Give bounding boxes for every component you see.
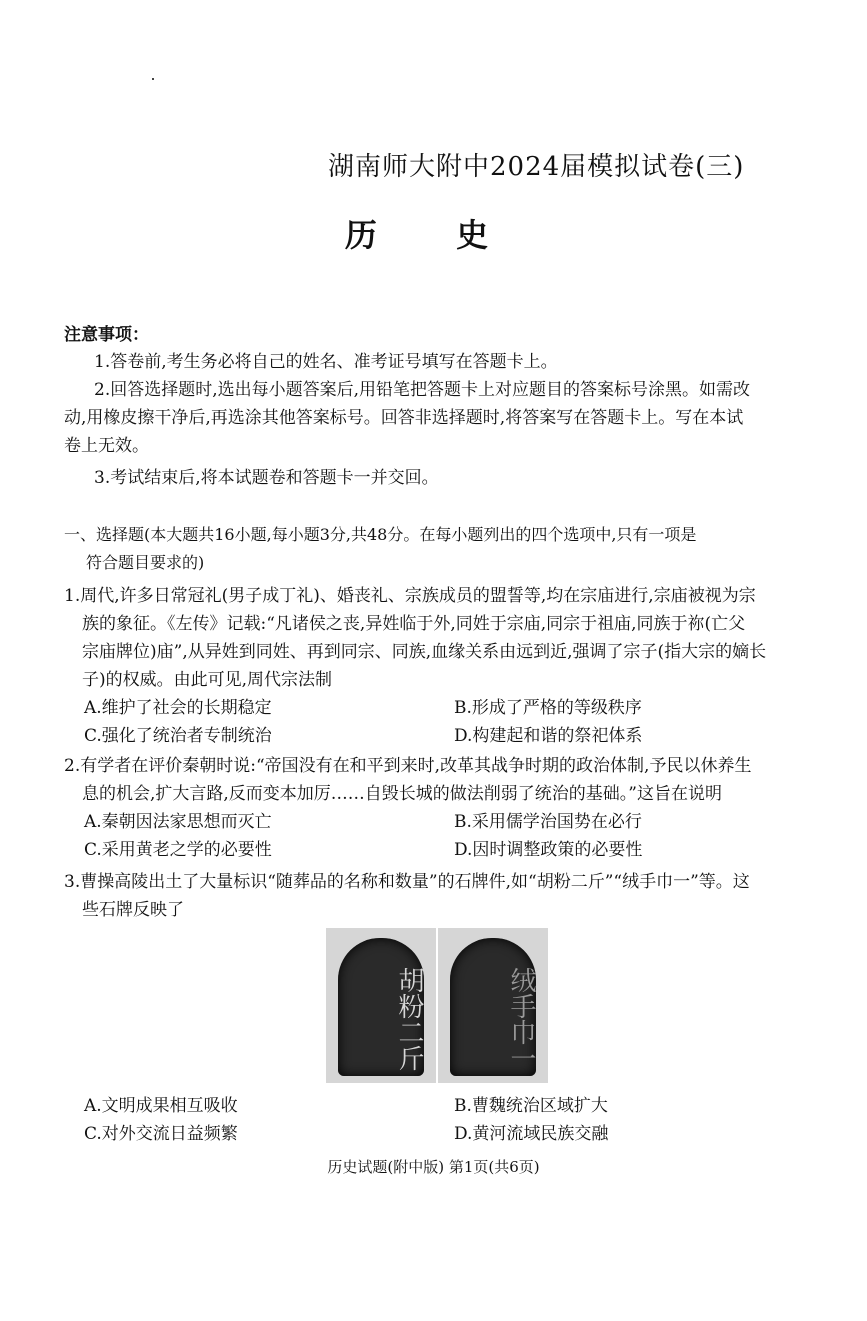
page-footer: 历史试题(附中版) 第1页(共6页) bbox=[327, 1158, 540, 1176]
question-1-option-d: D.构建起和谐的祭祀体系 bbox=[454, 726, 643, 746]
notice-item-2-line3: 卷上无效。 bbox=[64, 436, 149, 456]
subject-title: 历 史 bbox=[344, 216, 523, 254]
notice-item-3: 3.考试结束后,将本试题卷和答题卡一并交回。 bbox=[94, 468, 439, 488]
question-2-line2: 息的机会,扩大言路,反而变本加厉……自毁长城的做法削弱了统治的基础。”这旨在说明 bbox=[82, 784, 722, 804]
stone-tablet-right bbox=[450, 938, 536, 1076]
question-1-line1: 1.周代,许多日常冠礼(男子成丁礼)、婚丧礼、宗族成员的盟誓等,均在宗庙进行,宗庙被视为宗 bbox=[64, 586, 756, 606]
question-1-line4: 子)的权威。由此可见,周代宗法制 bbox=[82, 670, 333, 690]
stone-tablet-photo-right bbox=[438, 928, 548, 1083]
question-2-option-b: B.采用儒学治国势在必行 bbox=[454, 812, 642, 832]
question-1-line3: 宗庙牌位)庙”,从异姓到同姓、再到同宗、同族,血缘关系由远到近,强调了宗子(指大宗的嫡长 bbox=[82, 642, 767, 662]
notice-heading: 注意事项： bbox=[64, 325, 149, 345]
question-1-line2: 族的象征。《左传》记载:“凡诸侯之丧,异姓临于外,同姓于宗庙,同宗于祖庙,同族于祢(亡父 bbox=[82, 614, 746, 634]
question-1-option-c: C.强化了统治者专制统治 bbox=[84, 726, 272, 746]
notice-item-2-line1: 2.回答选择题时,选出每小题答案后,用铅笔把答题卡上对应题目的答案标号涂黑。如需改 bbox=[94, 380, 751, 400]
stone-tablet-left bbox=[338, 938, 424, 1076]
question-3-line1: 3.曹操高陵出土了大量标识“随葬品的名称和数量”的石牌件,如“胡粉二斤”“绒手巾一”等。这 bbox=[64, 872, 750, 892]
question-3-option-a: A.文明成果相互吸收 bbox=[84, 1096, 238, 1116]
scan-speck bbox=[152, 78, 154, 80]
question-1-option-b: B.形成了严格的等级秩序 bbox=[454, 698, 642, 718]
question-3-option-b: B.曹魏统治区域扩大 bbox=[454, 1096, 608, 1116]
exam-school-title: 湖南师大附中2024届模拟试卷(三) bbox=[328, 152, 745, 182]
notice-item-1: 1.答卷前,考生务必将自己的姓名、准考证号填写在答题卡上。 bbox=[94, 352, 558, 372]
tablet-inscription-left: 胡粉二斤 bbox=[394, 967, 424, 1071]
tablet-inscription-right: 绒手巾一 bbox=[506, 967, 536, 1071]
section-heading-line2: 符合题目要求的) bbox=[86, 553, 205, 572]
notice-item-2-line2: 动,用橡皮擦干净后,再选涂其他答案标号。回答非选择题时,将答案写在答题卡上。写在本试 bbox=[64, 408, 744, 428]
section-heading-line1: 一、选择题(本大题共16小题,每小题3分,共48分。在每小题列出的四个选项中,只有一项是 bbox=[64, 525, 697, 544]
question-2-line1: 2.有学者在评价秦朝时说:“帝国没有在和平到来时,改革其战争时期的政治体制,予民以休养生 bbox=[64, 756, 752, 776]
question-2-option-a: A.秦朝因法家思想而灭亡 bbox=[84, 812, 272, 832]
question-3-line2: 些石牌反映了 bbox=[82, 900, 184, 920]
question-3-option-d: D.黄河流域民族交融 bbox=[454, 1124, 609, 1144]
question-3-option-c: C.对外交流日益频繁 bbox=[84, 1124, 238, 1144]
question-2-option-c: C.采用黄老之学的必要性 bbox=[84, 840, 272, 860]
stone-tablet-photo-left bbox=[326, 928, 436, 1083]
question-2-option-d: D.因时调整政策的必要性 bbox=[454, 840, 643, 860]
question-1-option-a: A.维护了社会的长期稳定 bbox=[84, 698, 272, 718]
